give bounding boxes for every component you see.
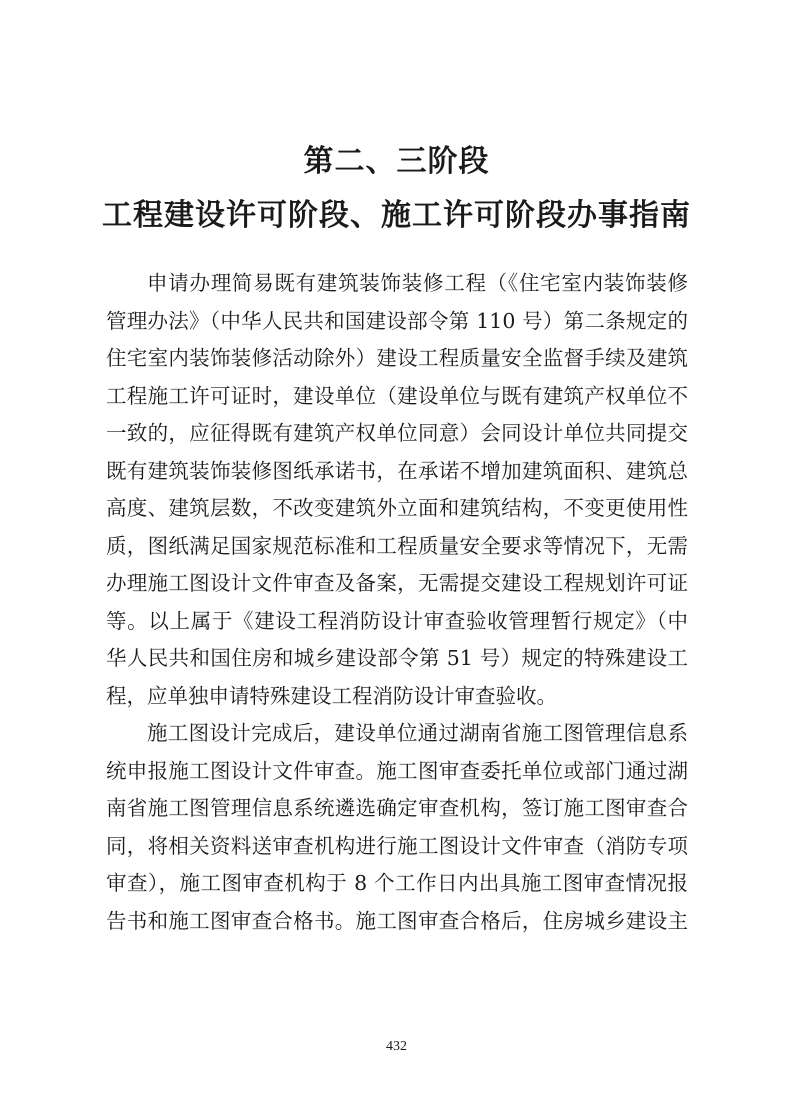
paragraph-line: 质，图纸满足国家规范标准和工程质量安全要求等情况下，无需 xyxy=(106,533,688,558)
paragraph-line: 工程施工许可证时，建设单位（建设单位与既有建筑产权单位不 xyxy=(106,383,688,408)
paragraph-line: 申请办理简易既有建筑装饰装修工程（《住宅室内装饰装修 xyxy=(147,271,688,295)
paragraph-line: 程，应单独申请特殊建设工程消防设计审查验收。 xyxy=(106,683,557,708)
paragraph-line: 管理办法》（中华人民共和国建设部令第 110 号）第二条规定的 xyxy=(106,308,688,333)
paragraph-line: 住宅室内装饰装修活动除外）建设工程质量安全监督手续及建筑 xyxy=(106,346,688,370)
document-body xyxy=(106,265,688,940)
paragraph-line: 统申报施工图设计文件审查。施工图审查委托单位或部门通过湖 xyxy=(106,758,688,783)
paragraph-line: 华人民共和国住房和城乡建设部令第 51 号）规定的特殊建设工 xyxy=(106,646,688,670)
paragraph-line: 审查），施工图审查机构于 8 个工作日内出具施工图审查情况报 xyxy=(106,871,688,895)
document-title-line-2: 工程建设许可阶段、施工许可阶段办事指南 xyxy=(102,198,691,233)
paragraph-1 xyxy=(106,265,688,715)
paragraph-line: 等。以上属于《建设工程消防设计审查验收管理暂行规定》（中 xyxy=(106,608,688,633)
paragraph-line: 一致的，应征得既有建筑产权单位同意）会同设计单位共同提交 xyxy=(106,421,688,445)
paragraph-line: 告书和施工图审查合格书。施工图审查合格后，住房城乡建设主 xyxy=(106,908,688,933)
page-number: 432 xyxy=(386,1039,407,1054)
paragraph-line: 既有建筑装饰装修图纸承诺书，在承诺不增加建筑面积、建筑总 xyxy=(106,458,688,483)
paragraph-line: 同，将相关资料送审查机构进行施工图设计文件审查（消防专项 xyxy=(106,833,688,858)
paragraph-2 xyxy=(106,715,688,940)
document-title-line-1: 第二、三阶段 xyxy=(303,144,490,179)
paragraph-line: 南省施工图管理信息系统遴选确定审查机构，签订施工图审查合 xyxy=(106,796,688,820)
paragraph-line: 施工图设计完成后，建设单位通过湖南省施工图管理信息系 xyxy=(147,721,688,745)
paragraph-line: 办理施工图设计文件审查及备案，无需提交建设工程规划许可证 xyxy=(106,571,688,595)
paragraph-line: 高度、建筑层数，不改变建筑外立面和建筑结构，不变更使用性 xyxy=(106,496,688,520)
